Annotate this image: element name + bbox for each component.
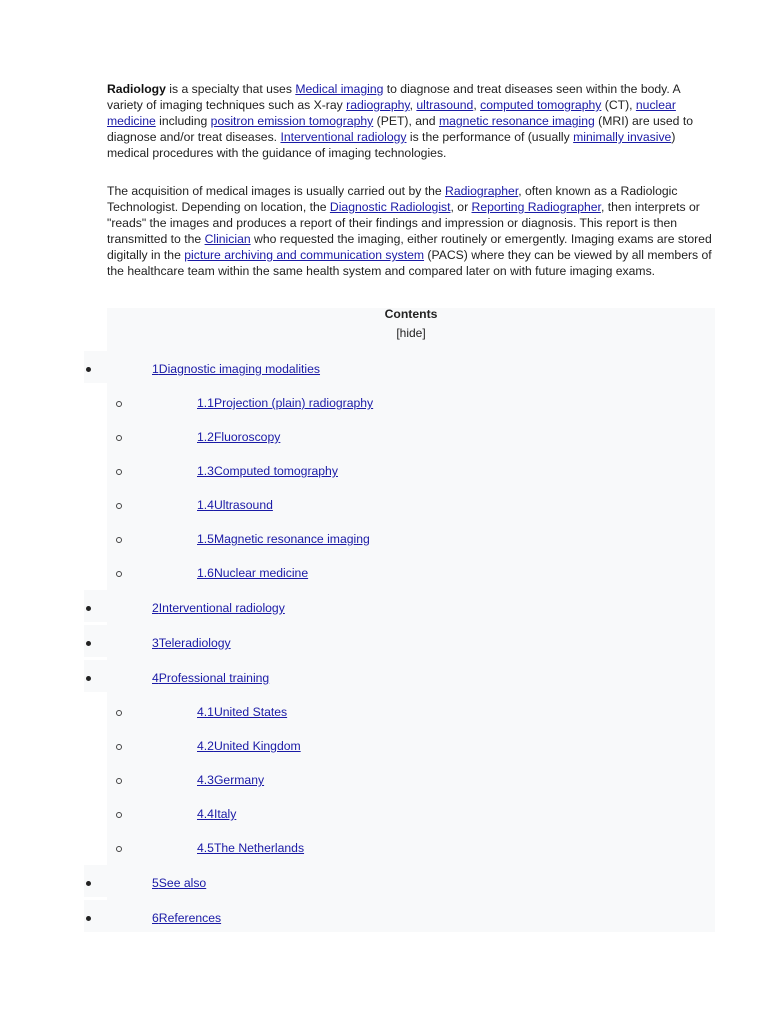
toc-item-number: 1.1	[197, 396, 214, 410]
paragraph-text: ,	[409, 98, 417, 112]
toc-item[interactable]	[197, 531, 370, 547]
toc-item-label: References	[158, 911, 222, 925]
toc-title: Contents	[384, 307, 438, 321]
toc-item-number: 5	[152, 876, 159, 890]
inline-link[interactable]: computed tomography	[480, 98, 602, 112]
inline-link[interactable]: Diagnostic Radiologist	[329, 200, 451, 214]
toc-item-number: 1.2	[197, 430, 214, 444]
toc-item[interactable]	[152, 875, 206, 891]
toc-item-number: 1.4	[197, 498, 214, 512]
toc-item-label: Fluoroscopy	[213, 430, 281, 444]
toc-item-number: 4.5	[197, 841, 214, 855]
bullet-circle-icon	[116, 469, 122, 475]
bullet-circle-icon	[116, 571, 122, 577]
bullet-circle-icon	[116, 846, 122, 852]
toc-item[interactable]	[152, 670, 269, 686]
inline-link[interactable]: picture archiving and communication system	[184, 248, 425, 262]
toc-toggle[interactable]: [hide]	[396, 326, 426, 340]
toc-item[interactable]	[197, 497, 273, 513]
paragraph-text: (CT),	[601, 98, 636, 112]
toc-item[interactable]	[197, 395, 373, 411]
paragraph-text: (MRI) are used to diagnose and/or treat diseases.	[107, 114, 694, 144]
inline-link[interactable]: Reporting Radiographer	[471, 200, 601, 214]
toc-item-number: 1	[152, 362, 159, 376]
toc-item-label: Professional training	[158, 671, 270, 685]
bullet-disc-icon	[86, 676, 91, 681]
toc-item-label: See also	[158, 876, 207, 890]
toc-item-number: 4.1	[197, 705, 214, 719]
term-bold: Radiology	[107, 82, 166, 96]
paragraph-text: The acquisition of medical images is usually carried out by the	[107, 184, 446, 198]
bullet-disc-icon	[86, 916, 91, 921]
paragraph-text: , then interprets or "reads" the images and produces a report of their findings and impression or diagnosis. This report is then transmitted to the	[107, 200, 700, 246]
toc-item-label: United Kingdom	[213, 739, 301, 753]
paragraph-text: ) medical procedures with the guidance of imaging technologies.	[107, 130, 676, 160]
bullet-circle-icon	[116, 537, 122, 543]
bullet-disc-icon	[86, 606, 91, 611]
paragraph-text: (PET), and	[373, 114, 439, 128]
toc-item-label: Magnetic resonance imaging	[213, 532, 370, 546]
toc-item[interactable]	[152, 635, 231, 651]
toc-item-number: 4	[152, 671, 159, 685]
bullet-circle-icon	[116, 744, 122, 750]
bullet-disc-icon	[86, 367, 91, 372]
paragraph-text: is the performance of (usually	[406, 130, 574, 144]
inline-link[interactable]: positron emission tomography	[210, 114, 374, 128]
toc-item-number: 4.2	[197, 739, 214, 753]
inline-link[interactable]: radiography	[346, 98, 410, 112]
toc-item[interactable]	[197, 772, 264, 788]
paragraph-text: ,	[473, 98, 481, 112]
toc-item[interactable]	[197, 704, 287, 720]
intro-paragraph-2	[107, 183, 719, 279]
toc-item-number: 1.6	[197, 566, 214, 580]
inline-link[interactable]: minimally invasive	[573, 130, 672, 144]
toc-item-label: Interventional radiology	[158, 601, 285, 615]
toc-item-number: 2	[152, 601, 159, 615]
bullet-disc-icon	[86, 881, 91, 886]
toc-item-label: Germany	[213, 773, 265, 787]
bullet-circle-icon	[116, 812, 122, 818]
toc-item-number: 1.3	[197, 464, 214, 478]
inline-link[interactable]: nuclear medicine	[107, 98, 676, 128]
toc-item-label: United States	[213, 705, 288, 719]
paragraph-text: , or	[450, 200, 472, 214]
inline-link[interactable]: Medical imaging	[295, 82, 384, 96]
intro-paragraph-1	[107, 81, 719, 161]
paragraph-text: is a specialty that uses	[165, 82, 296, 96]
toc-item-number: 4.3	[197, 773, 214, 787]
inline-link[interactable]: Clinician	[204, 232, 251, 246]
inline-link[interactable]: ultrasound	[416, 98, 474, 112]
paragraph-text: who requested the imaging, either routinely or emergently. Imaging exams are stored digitally in the	[107, 232, 712, 262]
toc-item[interactable]	[197, 565, 308, 581]
toc-item-label: Diagnostic imaging modalities	[158, 362, 321, 376]
toc-item[interactable]	[197, 429, 280, 445]
toc-item-label: Computed tomography	[213, 464, 338, 478]
paragraph-text: to diagnose and treat diseases seen within the body. A variety of imaging techniques such as X-ray	[107, 82, 680, 112]
toc-item[interactable]	[197, 738, 301, 754]
bullet-circle-icon	[116, 503, 122, 509]
bullet-circle-icon	[116, 778, 122, 784]
bullet-disc-icon	[86, 641, 91, 646]
toc-item-number: 4.4	[197, 807, 214, 821]
paragraph-text: , often known as a Radiologic Technologist. Depending on location, the	[107, 184, 678, 214]
bullet-circle-icon	[116, 401, 122, 407]
bullet-circle-icon	[116, 710, 122, 716]
toc-item[interactable]	[197, 840, 304, 856]
toc-item[interactable]	[152, 361, 320, 377]
toc-item-number: 1.5	[197, 532, 214, 546]
toc-item[interactable]	[152, 600, 285, 616]
toc-item-number: 6	[152, 911, 159, 925]
toc-item[interactable]	[197, 463, 338, 479]
inline-link[interactable]: Radiographer	[445, 184, 519, 198]
paragraph-text: including	[155, 114, 211, 128]
inline-link[interactable]: magnetic resonance imaging	[438, 114, 595, 128]
toc-item-label: Italy	[213, 807, 237, 821]
toc-item-label: Ultrasound	[213, 498, 273, 512]
toc-item[interactable]	[197, 806, 236, 822]
toc-item[interactable]	[152, 910, 221, 926]
toc-item-number: 3	[152, 636, 159, 650]
toc-item-label: Nuclear medicine	[213, 566, 309, 580]
bullet-circle-icon	[116, 435, 122, 441]
toc-item-label: Teleradiology	[158, 636, 231, 650]
inline-link[interactable]: Interventional radiology	[280, 130, 407, 144]
paragraph-text: (PACS) where they can be viewed by all members of the healthcare team within the same health system and compared later on with future imaging exams.	[107, 248, 712, 278]
toc-item-label: Projection (plain) radiography	[213, 396, 374, 410]
toc-item-label: The Netherlands	[213, 841, 305, 855]
